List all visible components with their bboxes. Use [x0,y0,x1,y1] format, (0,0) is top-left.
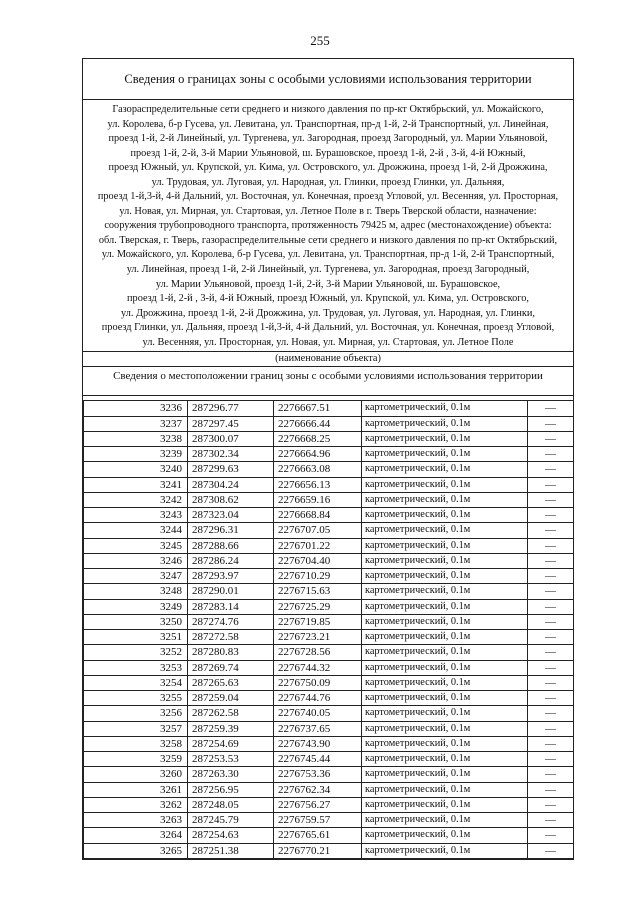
y-coordinate-cell: 2276762.34 [274,782,362,797]
point-number-cell: 3247 [84,569,188,584]
point-number-cell: 3251 [84,630,188,645]
x-coordinate-cell: 287299.63 [188,462,274,477]
method-cell: картометрический, 0.1м [362,645,528,660]
y-coordinate-cell: 2276701.22 [274,538,362,553]
y-coordinate-cell: 2276725.29 [274,599,362,614]
description-line: ул. Трудовая, ул. Луговая, ул. Народная, ул. Глинки, проезд Глинки, ул. Дальняя, [151,176,505,188]
note-cell: — [528,462,574,477]
method-cell: картометрический, 0.1м [362,523,528,538]
x-coordinate-cell: 287251.38 [188,843,274,858]
point-number-cell: 3252 [84,645,188,660]
location-section-title: Сведения о местоположении границ зоны с особыми условиями использования территории [83,367,573,396]
table-row [84,630,574,645]
description-line: ул. Новая, ул. Мирная, ул. Стартовая, ул. Летное Поле в г. Тверь Тверской области, назначение: [119,205,537,217]
x-coordinate-cell: 287296.77 [188,401,274,416]
table-row [84,797,574,812]
note-cell: — [528,630,574,645]
method-cell: картометрический, 0.1м [362,462,528,477]
point-number-cell: 3239 [84,447,188,462]
x-coordinate-cell: 287253.53 [188,752,274,767]
method-cell: картометрический, 0.1м [362,630,528,645]
y-coordinate-cell: 2276750.09 [274,675,362,690]
x-coordinate-cell: 287297.45 [188,416,274,431]
table-row [84,843,574,858]
note-cell: — [528,614,574,629]
description-line: Газораспределительные сети среднего и низкого давления по пр-кт Октябрьский, ул. Можайского, [112,104,544,115]
method-cell: картометрический, 0.1м [362,431,528,446]
section-title: Сведения о границах зоны с особыми условиями использования территории [83,59,573,100]
note-cell: — [528,447,574,462]
table-row [84,431,574,446]
point-number-cell: 3246 [84,553,188,568]
table-row [84,492,574,507]
x-coordinate-cell: 287259.39 [188,721,274,736]
y-coordinate-cell: 2276770.21 [274,843,362,858]
y-coordinate-cell: 2276728.56 [274,645,362,660]
description-line: проезд 1-й, 2-й Линейный, ул. Тургенева, ул. Загородная, проезд Загородный, ул. Марии Ульяновой, [108,133,548,145]
point-number-cell: 3240 [84,462,188,477]
description-line: ул. Весенняя, ул. Просторная, ул. Новая, ул. Мирная, ул. Стартовая, ул. Летное Поле [142,336,514,348]
note-cell: — [528,797,574,812]
method-cell: картометрический, 0.1м [362,782,528,797]
y-coordinate-cell: 2276710.29 [274,569,362,584]
table-row [84,721,574,736]
description-line: проезд Южный, ул. Крупской, ул. Кима, ул. Островского, ул. Дрожжина, проезд 1-й, 2-й Дрожжина, [108,162,548,174]
method-cell: картометрический, 0.1м [362,553,528,568]
x-coordinate-cell: 287269.74 [188,660,274,675]
object-name-caption: (наименование объекта) [83,352,573,367]
method-cell: картометрический, 0.1м [362,813,528,828]
y-coordinate-cell: 2276765.61 [274,828,362,843]
x-coordinate-cell: 287254.63 [188,828,274,843]
x-coordinate-cell: 287304.24 [188,477,274,492]
y-coordinate-cell: 2276707.05 [274,523,362,538]
note-cell: — [528,675,574,690]
method-cell: картометрический, 0.1м [362,752,528,767]
table-row [84,767,574,782]
note-cell: — [528,492,574,507]
y-coordinate-cell: 2276753.36 [274,767,362,782]
zone-boundaries-form [82,58,574,860]
method-cell: картометрический, 0.1м [362,447,528,462]
table-row [84,477,574,492]
x-coordinate-cell: 287296.31 [188,523,274,538]
note-cell: — [528,813,574,828]
x-coordinate-cell: 287302.34 [188,447,274,462]
note-cell: — [528,767,574,782]
object-description [83,100,573,352]
method-cell: картометрический, 0.1м [362,416,528,431]
x-coordinate-cell: 287272.58 [188,630,274,645]
x-coordinate-cell: 287245.79 [188,813,274,828]
x-coordinate-cell: 287323.04 [188,508,274,523]
table-row [84,813,574,828]
point-number-cell: 3258 [84,736,188,751]
x-coordinate-cell: 287286.24 [188,553,274,568]
table-row [84,553,574,568]
point-number-cell: 3238 [84,431,188,446]
note-cell: — [528,782,574,797]
point-number-cell: 3256 [84,706,188,721]
note-cell: — [528,401,574,416]
y-coordinate-cell: 2276743.90 [274,736,362,751]
table-row [84,416,574,431]
description-line: ул. Дрожжина, проезд 1-й, 2-й Дрожжина, ул. Трудовая, ул. Луговая, ул. Народная, ул. Глинки, [121,307,535,319]
table-row [84,401,574,416]
x-coordinate-cell: 287274.76 [188,614,274,629]
note-cell: — [528,752,574,767]
method-cell: картометрический, 0.1м [362,660,528,675]
description-line: проезд 1-й, 2-й, 3-й Марии Ульяновой, ш. Бурашовское, проезд 1-й, 2-й , 3-й, 4-й Южный, [130,147,526,159]
method-cell: картометрический, 0.1м [362,599,528,614]
x-coordinate-cell: 287283.14 [188,599,274,614]
y-coordinate-cell: 2276740.05 [274,706,362,721]
y-coordinate-cell: 2276756.27 [274,797,362,812]
point-number-cell: 3253 [84,660,188,675]
x-coordinate-cell: 287280.83 [188,645,274,660]
coordinates-table [83,400,574,859]
point-number-cell: 3262 [84,797,188,812]
x-coordinate-cell: 287300.07 [188,431,274,446]
method-cell: картометрический, 0.1м [362,721,528,736]
note-cell: — [528,691,574,706]
table-row [84,660,574,675]
note-cell: — [528,523,574,538]
method-cell: картометрический, 0.1м [362,401,528,416]
method-cell: картометрический, 0.1м [362,569,528,584]
point-number-cell: 3243 [84,508,188,523]
note-cell: — [528,553,574,568]
point-number-cell: 3261 [84,782,188,797]
point-number-cell: 3255 [84,691,188,706]
note-cell: — [528,660,574,675]
y-coordinate-cell: 2276659.16 [274,492,362,507]
y-coordinate-cell: 2276668.84 [274,508,362,523]
y-coordinate-cell: 2276704.40 [274,553,362,568]
y-coordinate-cell: 2276656.13 [274,477,362,492]
table-row [84,706,574,721]
x-coordinate-cell: 287265.63 [188,675,274,690]
method-cell: картометрический, 0.1м [362,477,528,492]
y-coordinate-cell: 2276667.51 [274,401,362,416]
method-cell: картометрический, 0.1м [362,492,528,507]
note-cell: — [528,843,574,858]
table-row [84,538,574,553]
y-coordinate-cell: 2276759.57 [274,813,362,828]
x-coordinate-cell: 287248.05 [188,797,274,812]
note-cell: — [528,569,574,584]
table-row [84,645,574,660]
table-row [84,782,574,797]
point-number-cell: 3257 [84,721,188,736]
y-coordinate-cell: 2276744.76 [274,691,362,706]
method-cell: картометрический, 0.1м [362,828,528,843]
description-line: проезд 1-й, 2-й , 3-й, 4-й Южный, проезд Южный, ул. Крупской, ул. Кима, ул. Островского, [127,293,529,305]
method-cell: картометрический, 0.1м [362,584,528,599]
point-number-cell: 3260 [84,767,188,782]
method-cell: картометрический, 0.1м [362,508,528,523]
note-cell: — [528,599,574,614]
method-cell: картометрический, 0.1м [362,691,528,706]
x-coordinate-cell: 287293.97 [188,569,274,584]
point-number-cell: 3244 [84,523,188,538]
table-row [84,675,574,690]
method-cell: картометрический, 0.1м [362,736,528,751]
note-cell: — [528,721,574,736]
note-cell: — [528,706,574,721]
method-cell: картометрический, 0.1м [362,843,528,858]
table-row [84,462,574,477]
table-row [84,523,574,538]
y-coordinate-cell: 2276723.21 [274,630,362,645]
y-coordinate-cell: 2276744.32 [274,660,362,675]
y-coordinate-cell: 2276719.85 [274,614,362,629]
description-line: ул. Марии Ульяновой, проезд 1-й, 2-й, 3-й Марии Ульяновой, ш. Бурашовское, [155,278,501,290]
point-number-cell: 3250 [84,614,188,629]
note-cell: — [528,736,574,751]
x-coordinate-cell: 287262.58 [188,706,274,721]
x-coordinate-cell: 287254.69 [188,736,274,751]
method-cell: картометрический, 0.1м [362,706,528,721]
point-number-cell: 3254 [84,675,188,690]
description-line: ул. Линейная, проезд 1-й, 2-й Линейный, ул. Тургенева, ул. Загородная, проезд Загородный, [126,264,530,276]
description-line: проезд 1-й,3-й, 4-й Дальний, ул. Восточная, ул. Конечная, проезд Угловой, ул. Весенняя, ул. Просторная, [97,191,559,203]
table-row [84,736,574,751]
method-cell: картометрический, 0.1м [362,767,528,782]
point-number-cell: 3249 [84,599,188,614]
point-number-cell: 3241 [84,477,188,492]
point-number-cell: 3263 [84,813,188,828]
page-number: 255 [310,33,330,48]
method-cell: картометрический, 0.1м [362,614,528,629]
note-cell: — [528,645,574,660]
description-line: обл. Тверская, г. Тверь, газораспределительные сети среднего и низкого давления по пр-кт Октябрьский, [98,234,558,246]
table-row [84,599,574,614]
point-number-cell: 3265 [84,843,188,858]
table-row [84,828,574,843]
x-coordinate-cell: 287263.30 [188,767,274,782]
table-row [84,584,574,599]
y-coordinate-cell: 2276668.25 [274,431,362,446]
note-cell: — [528,508,574,523]
x-coordinate-cell: 287259.04 [188,691,274,706]
description-line: ул. Королева, б-р Гусева, ул. Левитана, ул. Транспортная, пр-д 1-й, 2-й Транспортный, ул. Линейная, [107,118,549,130]
table-row [84,569,574,584]
y-coordinate-cell: 2276664.96 [274,447,362,462]
x-coordinate-cell: 287290.01 [188,584,274,599]
point-number-cell: 3242 [84,492,188,507]
note-cell: — [528,431,574,446]
note-cell: — [528,584,574,599]
point-number-cell: 3237 [84,416,188,431]
point-number-cell: 3259 [84,752,188,767]
y-coordinate-cell: 2276715.63 [274,584,362,599]
description-line: сооружения трубопроводного транспорта, протяженность 79425 м, адрес (местонахождение) объекта: [104,220,552,232]
y-coordinate-cell: 2276745.44 [274,752,362,767]
x-coordinate-cell: 287288.66 [188,538,274,553]
y-coordinate-cell: 2276737.65 [274,721,362,736]
table-row [84,691,574,706]
point-number-cell: 3264 [84,828,188,843]
note-cell: — [528,828,574,843]
x-coordinate-cell: 287308.62 [188,492,274,507]
point-number-cell: 3245 [84,538,188,553]
point-number-cell: 3248 [84,584,188,599]
y-coordinate-cell: 2276666.44 [274,416,362,431]
y-coordinate-cell: 2276663.08 [274,462,362,477]
note-cell: — [528,416,574,431]
note-cell: — [528,477,574,492]
method-cell: картометрический, 0.1м [362,797,528,812]
x-coordinate-cell: 287256.95 [188,782,274,797]
table-row [84,752,574,767]
method-cell: картометрический, 0.1м [362,675,528,690]
table-row [84,614,574,629]
point-number-cell: 3236 [84,401,188,416]
note-cell: — [528,538,574,553]
description-line: проезд Глинки, ул. Дальняя, проезд 1-й,3-й, 4-й Дальний, ул. Восточная, ул. Конечная, проезд Угловой, [101,322,555,334]
table-row [84,447,574,462]
method-cell: картометрический, 0.1м [362,538,528,553]
table-row [84,508,574,523]
description-line: ул. Можайского, ул. Королева, б-р Гусева, ул. Левитана, ул. Транспортная, пр-д 1-й, 2-й Транспортный, [101,249,555,261]
